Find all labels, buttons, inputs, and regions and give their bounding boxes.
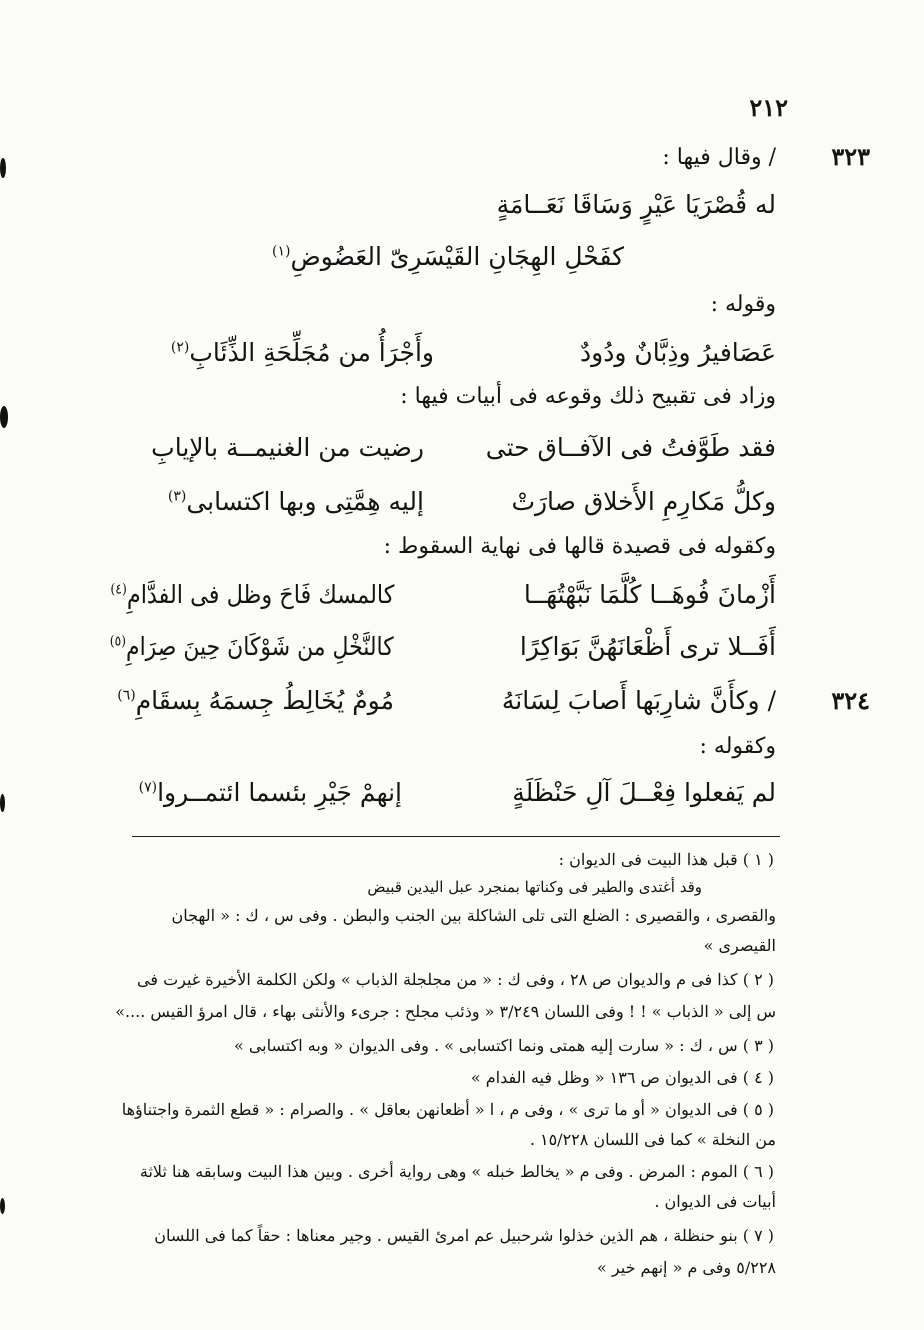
scan-blot-top xyxy=(0,158,6,178)
verse-7-second-text: مُومٌ يُخَالِطُ جِسمَهُ بِسقَامِ xyxy=(135,686,394,715)
verse-2-second-text: وأَجْرَأُ من مُجَلِّحَةِ الذِّئَابِ xyxy=(189,338,434,367)
footnote-ref-5: (٥) xyxy=(110,633,127,650)
verse-5-first-hemistich: أَزْمانَ فُوهَــا كُلَّمَا نَبَّهْتُهَــا xyxy=(523,580,776,609)
verse-3-first-hemistich: فقد طَوَّفتُ فى الآفــاق حتى xyxy=(485,433,776,462)
footnote-separator xyxy=(132,836,780,837)
scan-blot-middle xyxy=(0,406,8,428)
intro-line-5: وكقوله : xyxy=(699,734,776,759)
footnote-ref-3: (٣) xyxy=(167,488,187,505)
intro-line-3: وزاد فى تقبيح ذلك وقوعه فى أبيات فيها : xyxy=(400,384,776,409)
verse-2-second-hemistich xyxy=(171,338,434,367)
verse-7-first-hemistich: / وكأَنَّ شارِبَها أَصابَ لِسَانَهُ xyxy=(501,686,776,715)
verse-2-first-hemistich: عَصَافيرُ وذِبَّانٌ ودُودٌ xyxy=(580,338,776,367)
verse-8-second-text: إنهمْ جَيْرِ بئسما ائتمــروا xyxy=(157,778,402,807)
margin-number-323: ٣٢٣ xyxy=(831,142,870,171)
footnote-2-line-1: ( ٢ ) كذا فى م والديوان ص ٢٨ ، وفى ك : « من مجلجلة الذباب » ولكن الكلمة الأخيرة غيرت فى xyxy=(137,970,774,989)
verse-7-second-hemistich xyxy=(117,686,394,715)
footnote-5-line-1: ( ٥ ) فى الديوان « أو ما ترى » ، وفى م ، ا « أظعانهن بعاقل » . والصرام : « قطع الثمرة واجتناؤها xyxy=(121,1100,774,1119)
verse-1-second-hemistich xyxy=(272,242,624,271)
footnote-2-line-2: س إلى « الذباب » ! ! وفى اللسان ٣/٢٤٩ « وذئب مجلح : جرىء والأنثى بهاء ، قال امرؤ القيس ....» xyxy=(115,1002,776,1021)
footnote-3: ( ٣ ) س ، ك : « سارت إليه همتى ونما اكتسابى » . وفى الديوان « وبه اكتسابى » xyxy=(233,1036,774,1055)
verse-8-second-hemistich xyxy=(139,778,402,807)
footnote-6-line-2: أبيات فى الديوان . xyxy=(654,1192,776,1211)
verse-1-first-hemistich: له قُصْرَيَا عَيْرٍ وَسَاقَا نَعَــامَةٍ xyxy=(496,190,776,219)
verse-4-first-hemistich: وكلُّ مَكارِمِ الأَخلاق صارَتْ xyxy=(511,487,776,516)
footnote-ref-2: (٢) xyxy=(170,339,190,356)
intro-line-4: وكقوله فى قصيدة قالها فى نهاية السقوط : xyxy=(383,534,776,559)
footnote-1-verse: وقد أغتدى والطير فى وكناتها بمنجرد عبل اليدين قبيض xyxy=(367,878,702,896)
verse-6-second-hemistich xyxy=(110,632,394,661)
footnote-1-line-4: القيصرى » xyxy=(703,936,776,955)
footnote-ref-4: (٤) xyxy=(109,581,127,598)
verse-5-second-hemistich xyxy=(110,580,394,609)
verse-3-second-hemistich: رضيت من الغنيمــة بالإيابِ xyxy=(151,433,424,462)
footnote-6-line-1: ( ٦ ) الموم : المرض . وفى م « يخالط خبله » وهى رواية أخرى . وبين هذا البيت وسابقه هنا ثلاثة xyxy=(139,1162,774,1181)
footnote-4: ( ٤ ) فى الديوان ص ١٣٦ « وظل فيه الفدام » xyxy=(470,1068,774,1087)
footnote-ref-7: (٧) xyxy=(138,779,158,796)
scan-blot-lower xyxy=(0,794,5,812)
footnote-ref-6: (٦) xyxy=(117,687,136,704)
page-number: ٢١٢ xyxy=(749,93,788,122)
footnote-5-line-2: من النخلة » كما فى اللسان ١٥/٢٢٨ . xyxy=(529,1130,776,1149)
margin-number-324: ٣٢٤ xyxy=(831,686,870,715)
verse-5-second-text: كالمسك فَاحَ وظل فى الفدَّامِ xyxy=(126,580,394,609)
verse-4-second-text: إليه هِمَّتِى وبها اكتسابى xyxy=(186,487,424,516)
intro-line-1: / وقال فيها : xyxy=(662,145,776,170)
footnote-1-line-1: ( ١ ) قبل هذا البيت فى الديوان : xyxy=(558,850,774,869)
verse-8-first-hemistich: لم يَفعلوا فِعْــلَ آلِ حَنْظَلَةٍ xyxy=(512,778,776,807)
footnote-7-line-1: ( ٧ ) بنو حنظلة ، هم الذين خذلوا شرحبيل عم امرئ القيس . وجير معناها : حقاً كما فى اللسان xyxy=(154,1226,774,1245)
footnote-ref-1: (١) xyxy=(272,243,291,260)
footnote-7-line-2: ٥/٢٢٨ وفى م « إنهم خير » xyxy=(597,1258,776,1277)
verse-6-second-text: كالنَّخْلِ من شَوْكَانَ حِينَ صِرَامِ xyxy=(126,632,394,661)
scan-blot-bottom xyxy=(0,1198,5,1214)
verse-4-second-hemistich xyxy=(168,487,424,516)
footnote-1-line-3: والقصرى ، والقصيرى : الضلع التى تلى الشاكلة بين الجنب والبطن . وفى س ، ك : « الهجان xyxy=(171,906,776,925)
intro-line-2: وقوله : xyxy=(710,292,776,317)
verse-1-second-text: كفَحْلِ الهِجَانِ القَيْسَرِىّ العَضُوضِ xyxy=(290,242,624,271)
verse-6-first-hemistich: أَفَــلا ترى أَظْعَانَهُنَّ بَوَاكِرًا xyxy=(519,632,776,661)
